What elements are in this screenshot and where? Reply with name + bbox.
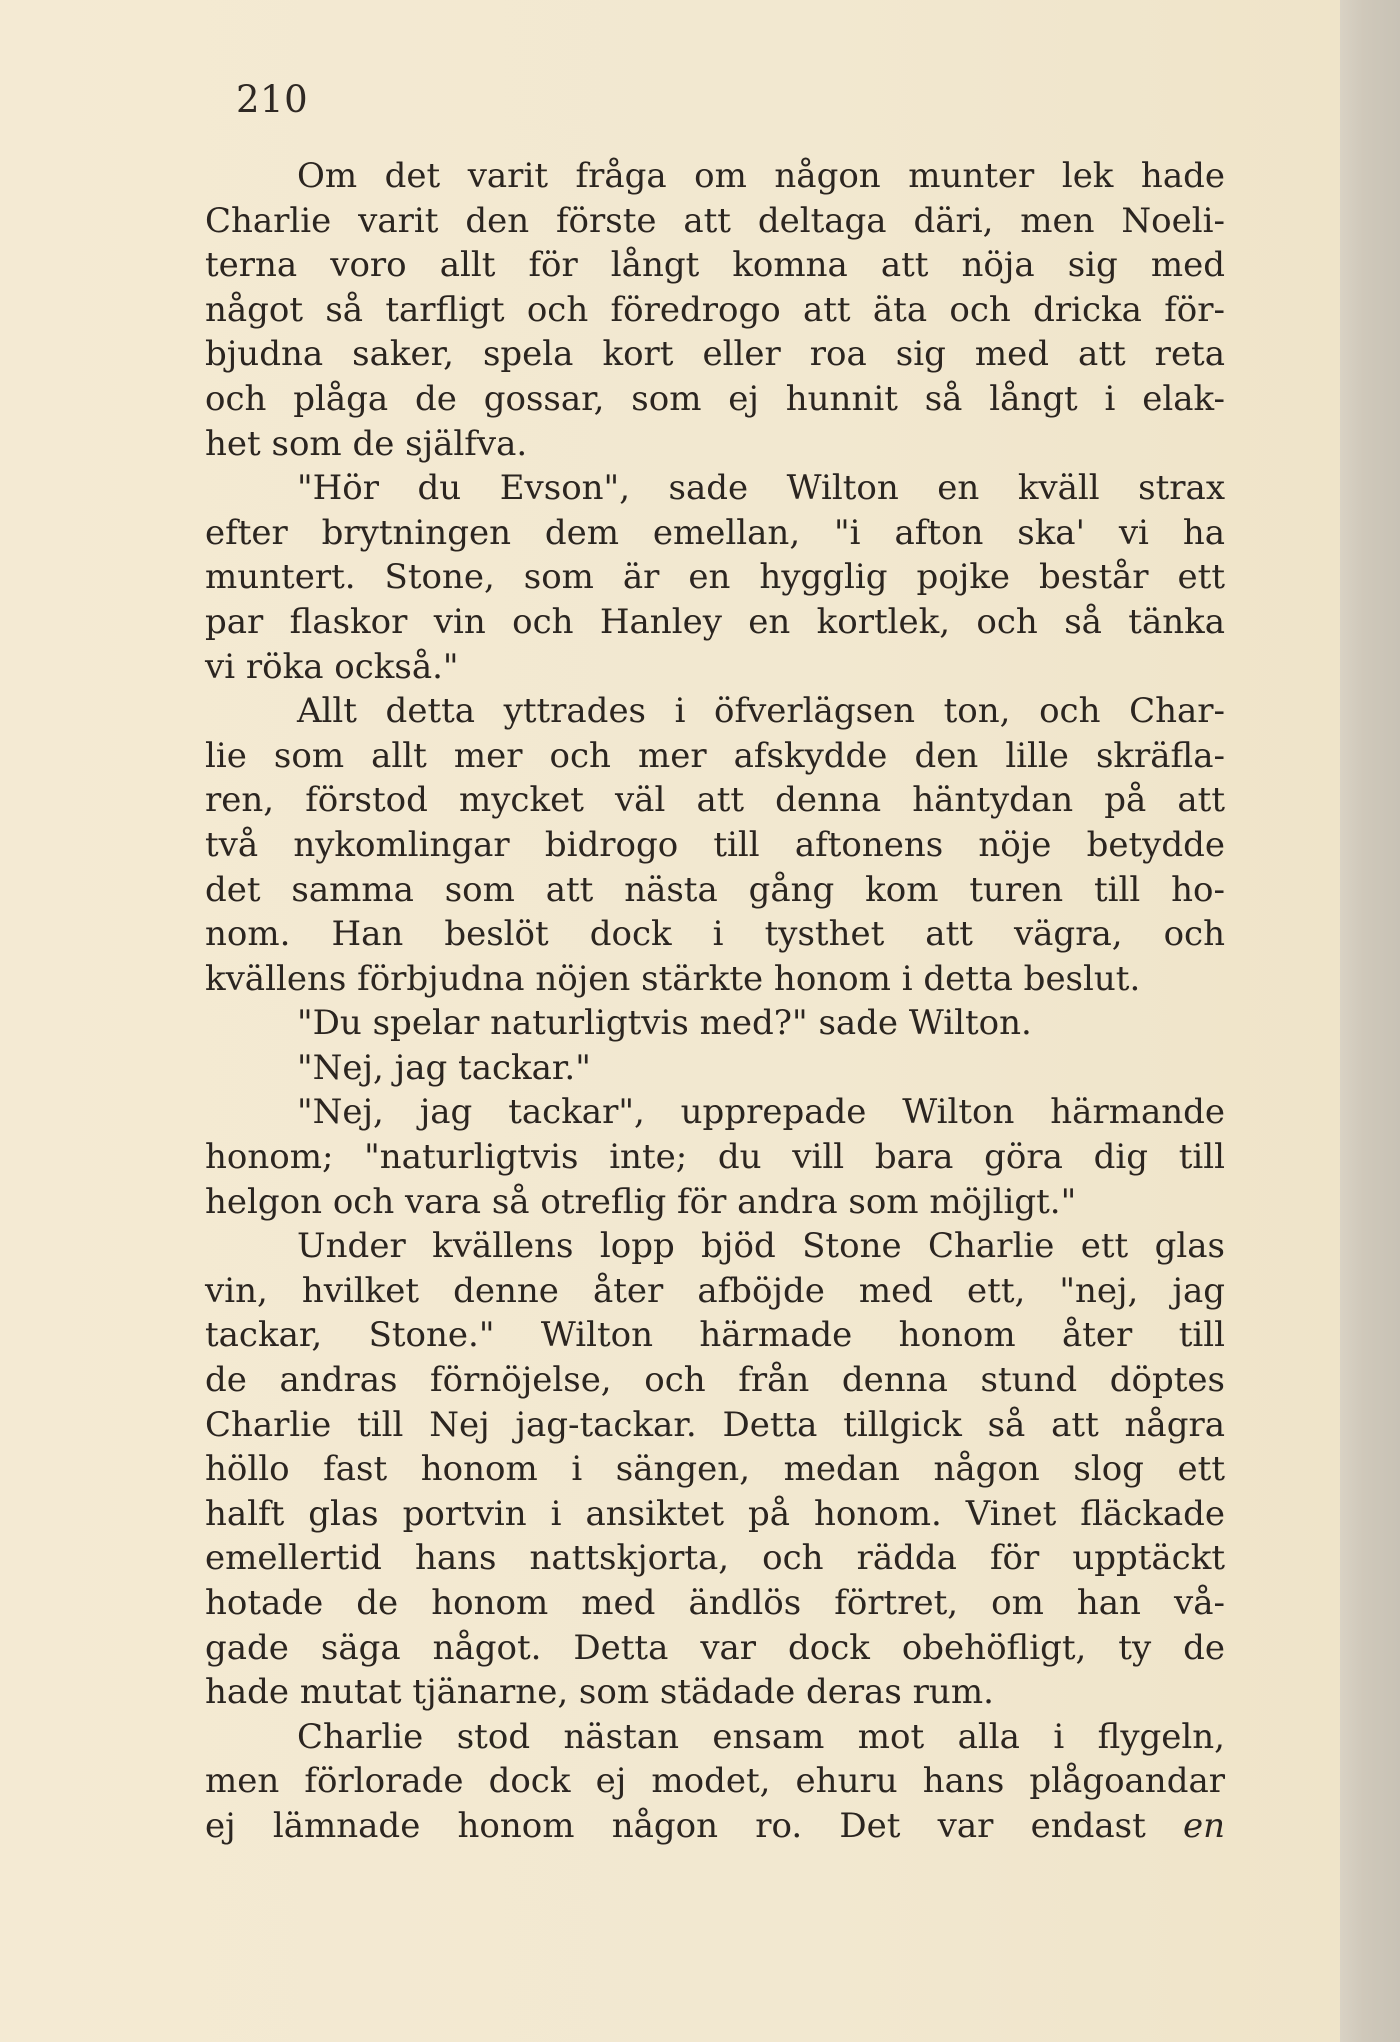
text-line: tackar, Stone." Wilton härmade honom åter till [205,1315,1225,1356]
text-line: "Du spelar naturligtvis med?" sade Wilton. [297,1003,1032,1044]
text-line: två nykomlingar bidrogo till aftonens nöje betydde [205,824,1225,865]
text-line: emellertid hans nattskjorta, och rädda för upptäckt [205,1538,1225,1579]
text-line: och plåga de gossar, som ej hunnit så långt i elak- [205,378,1225,419]
text-line: helgon och vara så otreflig för andra som möjligt." [205,1181,1077,1222]
catchword: en [1182,1805,1225,1846]
text-line: lie som allt mer och mer afskydde den lille skräfla- [205,735,1225,776]
text-line: "Nej, jag tackar", upprepade Wilton härmande [297,1092,1225,1133]
text-line: men förlorade dock ej modet, ehuru hans plågoandar [205,1761,1225,1802]
text-line: muntert. Stone, som är en hygglig pojke består ett [205,557,1225,598]
text-line: kvällens förbjudna nöjen stärkte honom i detta beslut. [205,958,1141,999]
text-line: Charlie till Nej jag-tackar. Detta tillgick så att några [205,1404,1225,1445]
text-line: det samma som att nästa gång kom turen till ho- [205,869,1225,910]
text-line: gade säga något. Detta var dock obehöfligt, ty de [205,1627,1225,1668]
text-line: "Nej, jag tackar." [297,1047,591,1088]
text-line: ej lämnade honom någon ro. Det var endast en [205,1805,1225,1846]
text-line: "Hör du Evson", sade Wilton en kväll strax [297,468,1225,509]
text-line: hotade de honom med ändlös förtret, om han vå- [205,1583,1225,1623]
text-line: Charlie stod nästan ensam mot alla i flygeln, [297,1716,1225,1757]
text-line: Allt detta yttrades i öfverlägsen ton, och Char- [297,691,1225,732]
body-text [205,154,1225,1874]
text-line: par flaskor vin och Hanley en kortlek, och så tänka [205,601,1225,642]
text-line: något så tarfligt och föredrogo att äta och dricka för- [205,289,1225,330]
text-line: Charlie varit den förste att deltaga däri, men Noeli- [205,200,1225,241]
text-line: bjudna saker, spela kort eller roa sig med att reta [205,334,1225,375]
text-line: hade mutat tjänarne, som städade deras rum. [205,1672,994,1713]
text-line: Om det varit fråga om någon munter lek hade [297,156,1225,196]
text-line: het som de själfva. [205,423,528,464]
text-line: halft glas portvin i ansiktet på honom. Vinet fläckade [205,1493,1225,1534]
page-edge [1340,0,1400,2042]
text-line: vin, hvilket denne åter afböjde med ett, "nej, jag [205,1270,1225,1311]
text-line: Under kvällens lopp bjöd Stone Charlie ett glas [297,1226,1225,1267]
text-line: terna voro allt för långt komna att nöja sig med [205,245,1225,286]
page-number: 210 [236,78,309,121]
text-line: ren, förstod mycket väl att denna häntydan på att [205,780,1225,821]
text-line: efter brytningen dem emellan, "i afton ska' vi ha [205,512,1225,553]
text-line: vi röka också." [205,646,459,687]
text-line: honom; "naturligtvis inte; du vill bara göra dig till [205,1137,1225,1178]
text-line: höllo fast honom i sängen, medan någon slog ett [205,1449,1225,1490]
text-line: nom. Han beslöt dock i tysthet att vägra, och [205,914,1225,955]
text-line: de andras förnöjelse, och från denna stund döptes [205,1360,1225,1401]
